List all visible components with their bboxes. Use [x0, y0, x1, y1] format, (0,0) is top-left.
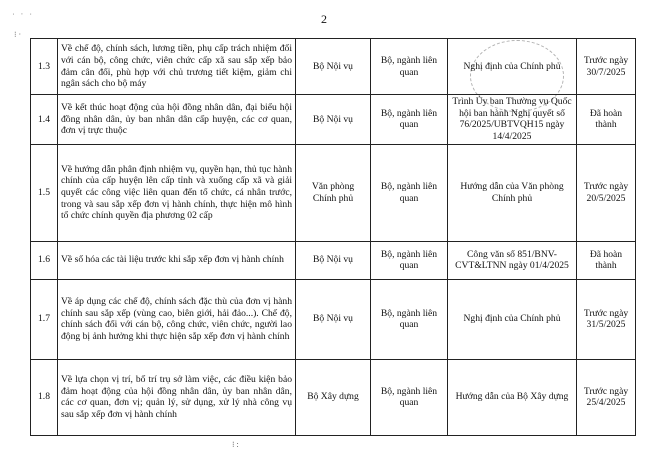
lead-agency: Bộ Nội vụ: [296, 39, 371, 95]
task-table: [30, 38, 636, 436]
coordinating-agency: Bộ, ngành liên quan: [371, 95, 448, 145]
completion-time: Trước ngày 31/5/2025: [577, 279, 636, 359]
output-product: Trình Ủy ban Thường vụ Quốc hội ban hành Nghị quyết số 76/2025/UBTVQH15 ngày 14/4/2025: [448, 95, 577, 145]
task-description: Về lựa chọn vị trí, bố trí trụ sở làm việc, các điều kiện bảo đảm hoạt động của hội đồng nhân dân, ủy ban nhân dân, các cơ quan, đơn vị; quản lý, sử dụng, xử lý nhà công vụ sau sắp xếp đơn vị hành chính: [58, 359, 296, 435]
completion-time: Đã hoàn thành: [577, 241, 636, 279]
table-row: [31, 95, 636, 145]
row-number: 1.5: [31, 144, 58, 241]
row-number: 1.3: [31, 39, 58, 95]
coordinating-agency: Bộ, ngành liên quan: [371, 144, 448, 241]
row-number: 1.8: [31, 359, 58, 435]
table-row: [31, 144, 636, 241]
task-description: Về kết thúc hoạt động của hội đồng nhân dân, đại biểu hội đồng nhân dân, ủy ban nhân dân cấp huyện, các cơ quan, đơn vị trực thuộc: [58, 95, 296, 145]
completion-time: Đã hoàn thành: [577, 95, 636, 145]
lead-agency: Bộ Nội vụ: [296, 241, 371, 279]
table-row: [31, 39, 636, 95]
table-row: [31, 359, 636, 435]
coordinating-agency: Bộ, ngành liên quan: [371, 241, 448, 279]
scan-specks: ⁝ ·: [14, 30, 22, 39]
lead-agency: Bộ Nội vụ: [296, 95, 371, 145]
coordinating-agency: Bộ, ngành liên quan: [371, 39, 448, 95]
row-number: 1.6: [31, 241, 58, 279]
coordinating-agency: Bộ, ngành liên quan: [371, 279, 448, 359]
task-description: Về áp dụng các chế độ, chính sách đặc thù của đơn vị hành chính sau sắp xếp (vùng cao, biên giới, hải đảo...). Chế độ, chính sách đối với cán bộ, công chức, viên chức, người lao động bị ảnh hưởng khi thực hiện sắp xếp đơn vị hành chính: [58, 279, 296, 359]
output-product: Nghị định của Chính phủ: [448, 279, 577, 359]
row-number: 1.7: [31, 279, 58, 359]
output-product: Hướng dẫn của Bộ Xây dựng: [448, 359, 577, 435]
table-row: [31, 279, 636, 359]
output-product: Công văn số 851/BNV-CVT&LTNN ngày 01/4/2025: [448, 241, 577, 279]
output-product: Nghị định của Chính phủ: [448, 39, 577, 95]
completion-time: Trước ngày 20/5/2025: [577, 144, 636, 241]
row-number: 1.4: [31, 95, 58, 145]
scan-specks: ⁝ :: [232, 440, 239, 449]
coordinating-agency: Bộ, ngành liên quan: [371, 359, 448, 435]
output-product: Hướng dẫn của Văn phòng Chính phủ: [448, 144, 577, 241]
lead-agency: Bộ Nội vụ: [296, 279, 371, 359]
completion-time: Trước ngày 25/4/2025: [577, 359, 636, 435]
lead-agency: Văn phòng Chính phủ: [296, 144, 371, 241]
lead-agency: Bộ Xây dựng: [296, 359, 371, 435]
table-row: [31, 241, 636, 279]
task-description: Về hướng dẫn phân định nhiệm vụ, quyền hạn, thủ tục hành chính của cấp huyện lên cấp tỉnh và xuống cấp xã và giải quyết các công việc liên quan đến tổ chức, cá nhân trước, trong và sau sắp xếp đơn vị hành chính, thực hiện mô hình tổ chức chính quyền địa phương 02 cấp: [58, 144, 296, 241]
completion-time: Trước ngày 30/7/2025: [577, 39, 636, 95]
task-description: Về số hóa các tài liệu trước khi sắp xếp đơn vị hành chính: [58, 241, 296, 279]
page-number: 2: [321, 12, 327, 26]
task-description: Về chế độ, chính sách, lương tiền, phụ cấp trách nhiệm đối với cán bộ, công chức, viên chức cấp xã sau sắp xếp bảo đảm cân đối, phù hợp với chủ trương tiết kiệm, giảm chi ngân sách cho bộ máy: [58, 39, 296, 95]
scan-specks: ˙ ˈ ˙: [12, 12, 34, 21]
